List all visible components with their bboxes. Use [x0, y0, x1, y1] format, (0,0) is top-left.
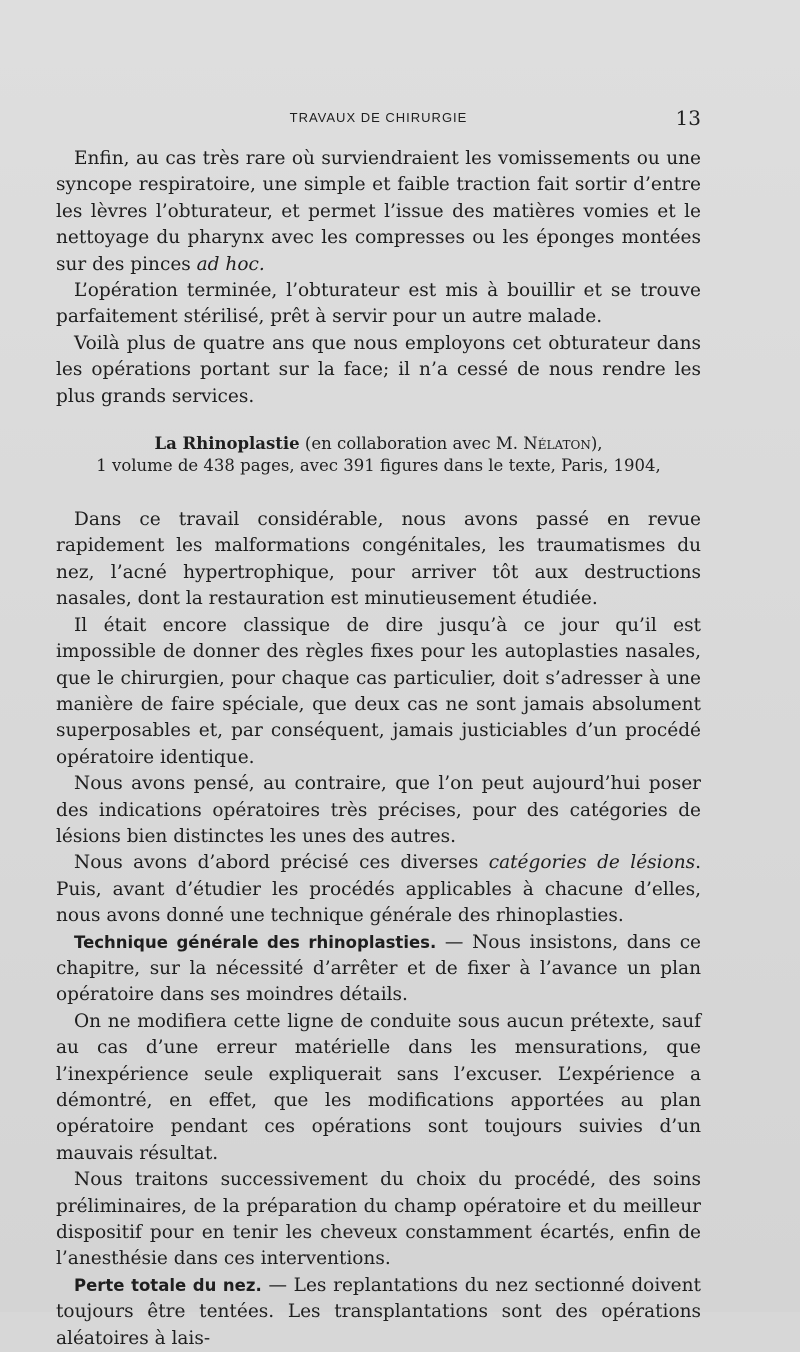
section-subtitle: 1 volume de 438 pages, avec 391 figures dans le texte, Paris, 1904,: [96, 456, 661, 476]
main-paragraph-6: On ne modifiera cette ligne de conduite sous aucun prétexte, sauf au cas d’une erreur matérielle dans les mensurations, que l’inexpérience seule expliquerait sans l’excuser. L’expérience a démontré, en effet, que les modifications apportées au plan opératoire pendant ces opérations sont toujours suivies d’un mauvais résultat.: [56, 1010, 701, 1164]
main-paragraph-5-text: — Nous insistons, dans ce chapitre, sur la nécessité d’arrêter et de fixer à l’avance un plan opératoire dans ses moindres détails.: [56, 931, 701, 1006]
page-body: [56, 146, 701, 1352]
main-paragraph-4-a: Nous avons d’abord précisé ces diverses: [74, 852, 489, 874]
main-paragraph-8: [56, 1273, 701, 1352]
main-paragraph-4-b: . Puis, avant d’étudier les procédés applicables à chacune d’elles, nous avons donné une technique générale des rhinoplasties.: [56, 852, 701, 927]
subsection-title-technique: Technique générale des rhinoplasties.: [74, 932, 437, 952]
main-paragraph-5: [56, 930, 701, 1009]
main-paragraph-1: Dans ce travail considérable, nous avons passé en revue rapidement les malformations congénitales, les traumatismes du nez, l’acné hypertrophique, pour arriver tôt aux destructions nasales, dont la restauration est minutieusement étudiée.: [56, 509, 701, 610]
page-header: [56, 106, 701, 136]
page-number: 13: [675, 106, 701, 130]
main-paragraph-8-text: — Les replantations du nez sectionné doivent toujours être tentées. Les transplantations sont des opérations aléatoires à lais-: [56, 1274, 701, 1349]
section-title: La Rhinoplastie: [154, 434, 300, 454]
section-heading: [56, 433, 701, 477]
main-paragraph-3: Nous avons pensé, au contraire, que l’on peut aujourd’hui poser des indications opératoires très précises, pour des catégories de lésions bien distinctes les unes des autres.: [56, 773, 701, 847]
main-paragraph-2: Il était encore classique de dire jusqu’à ce jour qu’il est impossible de donner des règles fixes pour les autoplasties nasales, que le chirurgien, pour chaque cas particulier, doit s’adresser à une manière de faire spéciale, que deux cas ne sont jamais absolument superposables et, par conséquent, jamais justiciables d’un procédé opératoire identique.: [56, 614, 701, 768]
main-paragraph-4: [56, 850, 701, 929]
running-title: TRAVAUX DE CHIRURGIE: [289, 110, 468, 125]
main-paragraph-7: Nous traitons successivement du choix du procédé, des soins préliminaires, de la préparation du champ opératoire et du meilleur dispositif pour en tenir les cheveux constamment écartés, enfin de l’anesthésie dans ces interventions.: [56, 1169, 701, 1270]
section-collab-prefix: (en collaboration avec M.: [304, 434, 524, 454]
intro-paragraph-1-text: Enfin, au cas très rare où surviendraient les vomissements ou une syncope respiratoire, une simple et faible traction fait sortir d’entre les lèvres l’obturateur, et permet l’issue des matières vomies et le nettoyage du pharynx avec les compresses ou les éponges montées sur des pinces: [56, 148, 701, 275]
intro-paragraph-1-italic: ad hoc.: [196, 253, 265, 275]
section-title-line: [56, 433, 701, 455]
intro-paragraph-3: Voilà plus de quatre ans que nous employons cet obturateur dans les opérations portant sur la face; il n’a cessé de nous rendre les plus grands services.: [56, 332, 701, 407]
section-collab-suffix: ),: [590, 434, 603, 454]
section-collab-name: Nélaton: [523, 434, 591, 454]
intro-paragraph-2: L’opération terminée, l’obturateur est mis à bouillir et se trouve parfaitement stérilisé, prêt à servir pour un autre malade.: [56, 280, 701, 328]
subsection-title-perte-totale: Perte totale du nez.: [74, 1275, 262, 1295]
main-paragraph-4-italic: catégories de lésions: [488, 852, 696, 874]
intro-paragraph-1: [56, 146, 701, 278]
